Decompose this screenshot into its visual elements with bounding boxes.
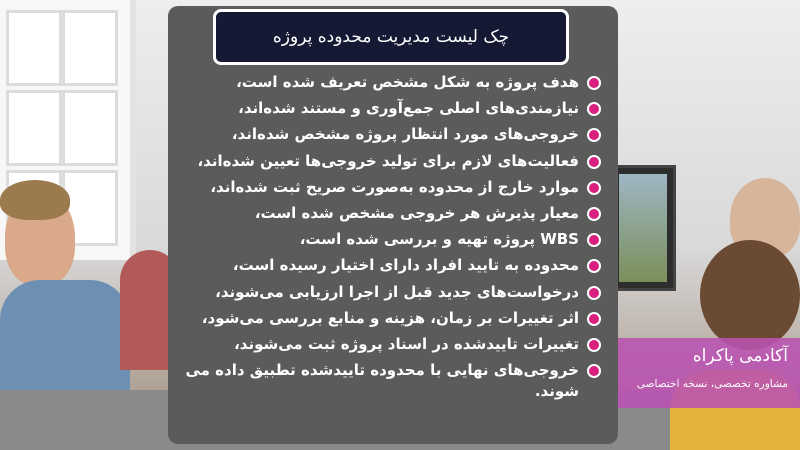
checklist-item-text: خروجی‌های مورد انتظار پروژه مشخص شده‌اند، [231, 125, 579, 144]
window-pane [6, 10, 62, 86]
checklist-item [178, 203, 603, 224]
checklist-item-text: خروجی‌های نهایی با محدوده تاییدشده تطبیق داده می شوند. [185, 361, 579, 401]
checklist-item [178, 308, 603, 329]
window-pane [62, 90, 118, 166]
window-pane [62, 10, 118, 86]
checklist-item-text: نیازمندی‌های اصلی جمع‌آوری و مستند شده‌اند، [238, 99, 579, 118]
checklist [178, 72, 603, 407]
checklist-item [178, 255, 603, 276]
checklist-title: چک لیست مدیریت محدوده پروژه [272, 27, 510, 47]
bullet-icon [587, 207, 601, 221]
bullet-icon [587, 128, 601, 142]
checklist-item-text: معیار پذیرش هر خروجی مشخص شده است، [254, 203, 579, 222]
checklist-item-text: محدوده به تایید افراد دارای اختیار رسیده است، [232, 256, 579, 275]
bullet-icon [587, 181, 601, 195]
checklist-item [178, 72, 603, 93]
checklist-item-text: WBS پروژه تهیه و بررسی شده است، [299, 230, 579, 249]
monitor-screen [619, 174, 667, 282]
checklist-item [178, 229, 603, 250]
bullet-icon [587, 102, 601, 116]
checklist-item-text: درخواست‌های جدید قبل از اجرا ارزیابی می‌شوند، [215, 282, 579, 301]
desk-monitor [610, 165, 676, 291]
bullet-icon [587, 76, 601, 90]
bullet-icon [587, 233, 601, 247]
checklist-item [178, 282, 603, 303]
bullet-icon [587, 338, 601, 352]
bullet-icon [587, 155, 601, 169]
checklist-item [178, 360, 603, 402]
title-box [213, 9, 569, 65]
bullet-icon [587, 312, 601, 326]
checklist-item-text: هدف پروژه به شکل مشخص تعریف شده است، [236, 73, 579, 91]
checklist-item-text: تغییرات تاییدشده در اسناد پروژه ثبت می‌شوند، [234, 334, 579, 353]
person-front-hair [700, 240, 800, 350]
checklist-item-text: اثر تغییرات بر زمان، هزینه و منابع بررسی می‌شود، [201, 308, 579, 327]
window-pane [6, 90, 62, 166]
person-left-hair [0, 180, 70, 220]
brand-subtitle: مشاوره تخصصی، نسخه اختصاصی [636, 378, 788, 390]
checklist-item [178, 151, 603, 172]
checklist-item [178, 98, 603, 119]
bullet-icon [587, 364, 601, 378]
bullet-icon [587, 286, 601, 300]
checklist-item-text: فعالیت‌های لازم برای تولید خروجی‌ها تعیین شده‌اند، [197, 151, 579, 170]
checklist-item [178, 177, 603, 198]
brand-name: آکادمی پاکراه [692, 346, 788, 366]
checklist-item-text: موارد خارج از محدوده به‌صورت صریح ثبت شده‌اند، [210, 177, 579, 196]
checklist-item [178, 124, 603, 145]
brand-badge [618, 338, 800, 408]
checklist-card [168, 6, 618, 444]
checklist-item [178, 334, 603, 355]
bullet-icon [587, 259, 601, 273]
